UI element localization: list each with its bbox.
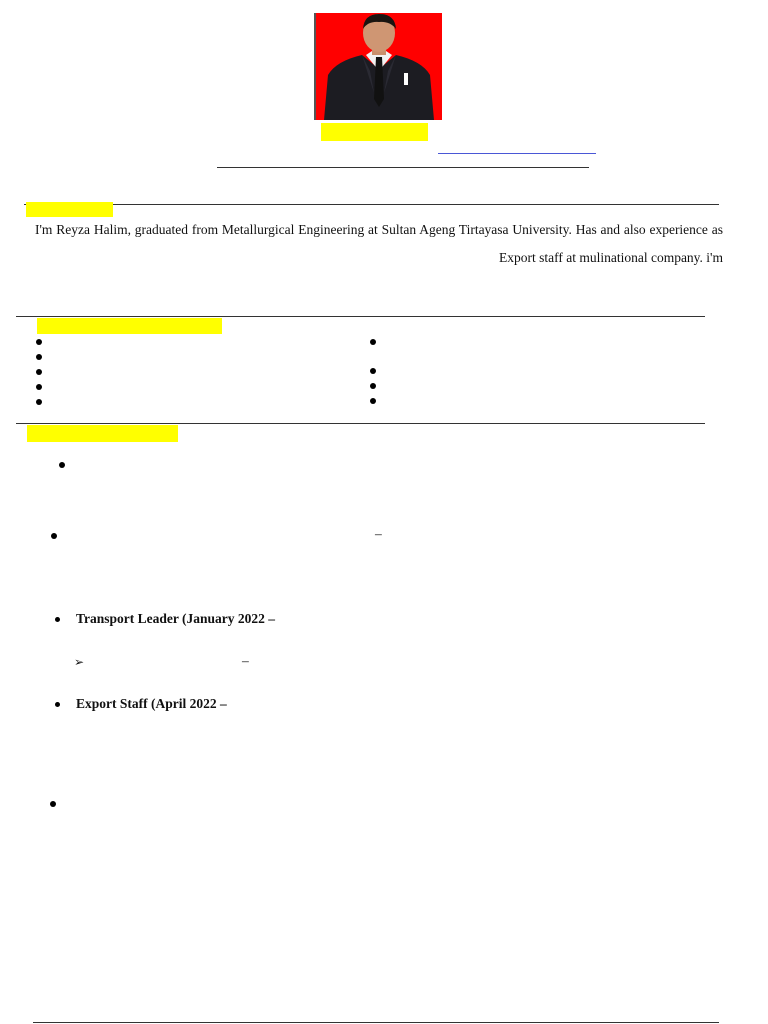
experience-bullet (51, 533, 57, 539)
job-title-transport-leader: Transport Leader (January 2022 – (76, 611, 275, 626)
job-title-export-staff: Export Staff (April 2022 – (76, 696, 227, 711)
skill-bullet (36, 399, 42, 405)
contact-divider (217, 167, 589, 168)
skill-bullet (36, 384, 42, 390)
profile-photo (314, 13, 442, 120)
job-bullet (55, 702, 60, 707)
job-bullet (55, 617, 60, 622)
experience-divider (16, 423, 705, 424)
experience-bullet (50, 801, 56, 807)
about-divider (24, 204, 719, 205)
skills-divider (16, 316, 705, 317)
name-highlight (321, 123, 428, 141)
skill-bullet (370, 398, 376, 404)
date-dash: – (242, 653, 249, 668)
arrow-bullet-icon: ➢ (74, 655, 85, 669)
skill-bullet (370, 368, 376, 374)
footer-divider (33, 1022, 719, 1023)
skill-bullet (370, 383, 376, 389)
skills-heading-highlight (37, 318, 222, 334)
email-link[interactable] (438, 153, 596, 154)
skill-bullet (36, 354, 42, 360)
date-dash: – (375, 526, 382, 541)
person-silhouette-icon (316, 13, 442, 120)
about-paragraph: I'm Reyza Halim, graduated from Metallurgical Engineering at Sultan Ageng Tirtayasa University. Has and also experience as Export staff at mulinational company. i'm (35, 222, 723, 265)
experience-bullet (59, 462, 65, 468)
about-heading-highlight (26, 202, 113, 217)
skill-bullet (370, 339, 376, 345)
experience-heading-highlight (27, 425, 178, 442)
skill-bullet (36, 369, 42, 375)
skill-bullet (36, 339, 42, 345)
